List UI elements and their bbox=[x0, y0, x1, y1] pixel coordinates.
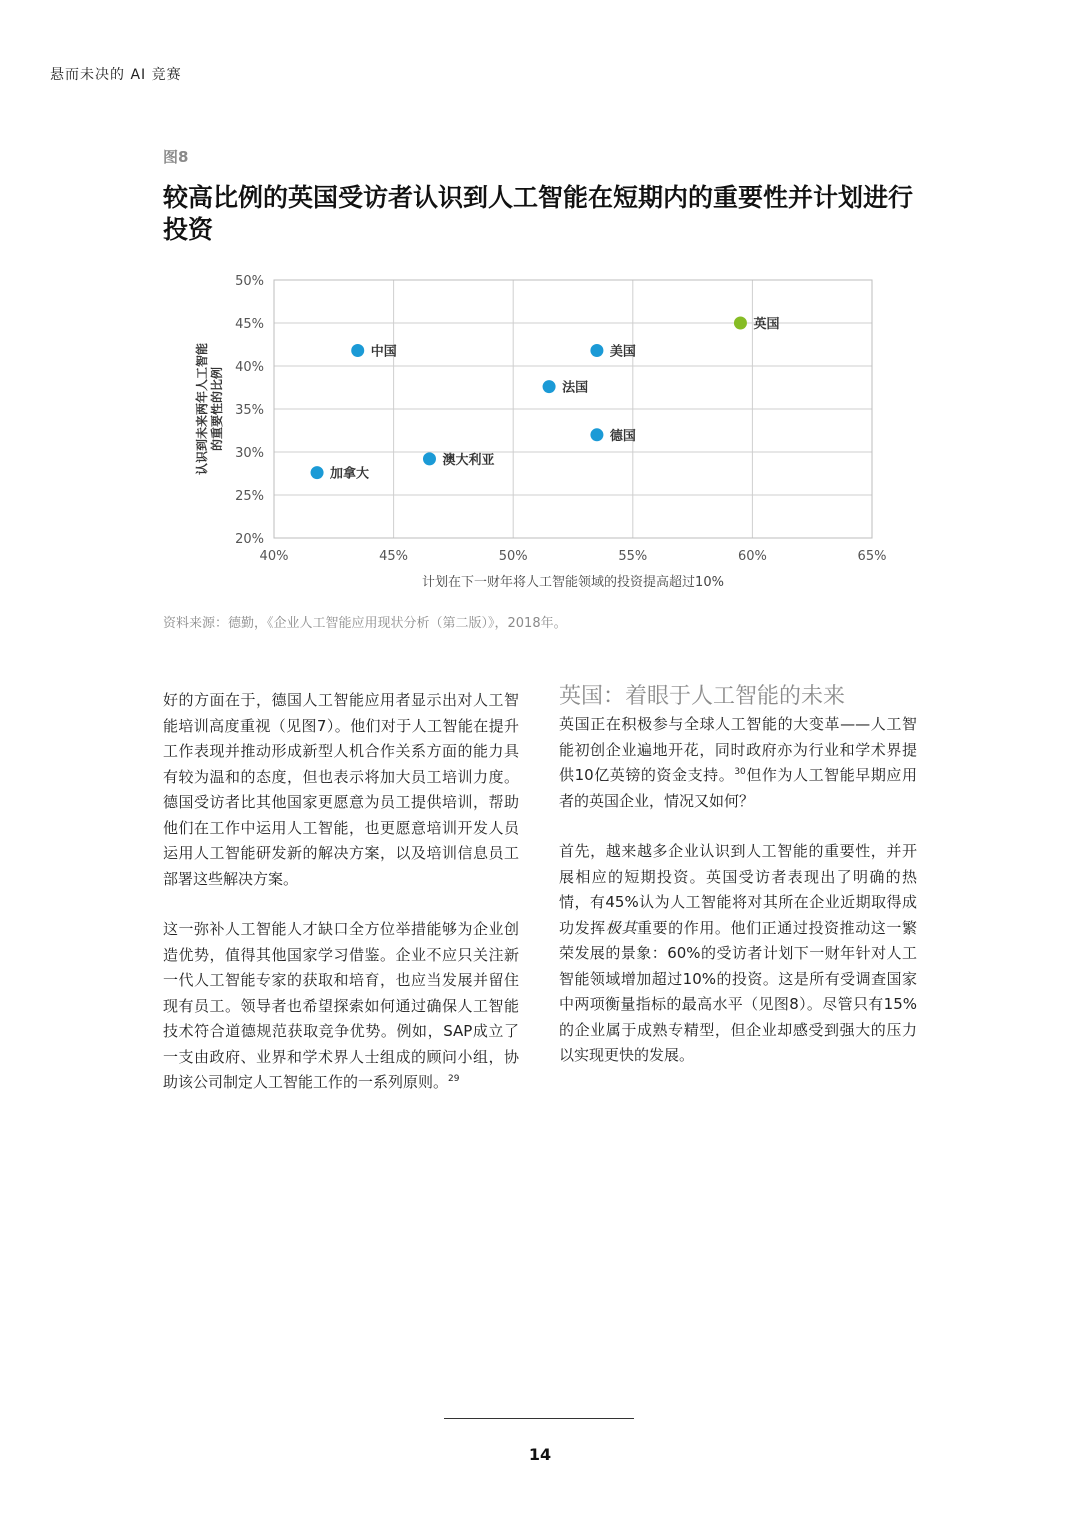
body-paragraph bbox=[559, 839, 917, 1069]
body-paragraph: 好的方面在于，德国人工智能应用者显示出对人工智能培训高度重视（见图7）。他们对于人工智能在提升工作表现并推动形成新型人机合作关系方面的能力具有较为温和的态度，但也表示将加大员工培训力度。德国受访者比其他国家更愿意为员工提供培训，帮助他们在工作中运用人工智能，也更愿意培训开发人员运用人工智能研发新的解决方案，以及培训信息员工部署这些解决方案。 bbox=[163, 691, 519, 888]
figure-label: 图8 bbox=[163, 148, 189, 166]
data-point bbox=[543, 380, 556, 393]
paragraph-text: 首先，越来越多企业认识到人工智能的重要性，并开展相应的短期投资。英国受访者表现出了明确的热情，有45%认为人工智能将对其所在企业近期取得成功发挥 bbox=[559, 842, 917, 937]
paragraph-text: 重要的作用。他们正通过投资推动这一繁荣发展的景象：60%的受访者计划下一财年针对人工智能领域增加超过10%的投资。这是所有受调查国家中两项衡量指标的最高水平（见图8）。尽管只有15%的企业属于成熟专精型，但企业却感受到强大的压力以实现更快的发展。 bbox=[559, 918, 917, 1064]
right-column bbox=[559, 712, 917, 1094]
figure-title: 较高比例的英国受访者认识到人工智能在短期内的重要性并计划进行投资 bbox=[163, 183, 914, 244]
paragraph-text: 但作为人工智能早期应用者的英国企业，情况又如何？ bbox=[559, 766, 917, 810]
data-point-label: 澳大利亚 bbox=[442, 452, 495, 468]
chart-svg bbox=[190, 268, 890, 598]
x-tick-label: 40% bbox=[259, 549, 289, 564]
data-point-label: 中国 bbox=[370, 344, 397, 360]
body-paragraph bbox=[163, 917, 519, 1096]
y-tick-label: 30% bbox=[235, 446, 264, 461]
footnote-ref: 30 bbox=[734, 767, 746, 777]
scatter-chart bbox=[190, 268, 890, 598]
data-point bbox=[311, 466, 324, 479]
body-paragraph bbox=[559, 712, 917, 814]
y-tick-label: 45% bbox=[235, 317, 264, 332]
footnote-ref: 29 bbox=[448, 1074, 460, 1084]
y-tick-label: 20% bbox=[235, 532, 264, 547]
footer-rule bbox=[444, 1418, 634, 1419]
figure-source: 资料来源：德勤，《企业人工智能应用现状分析（第二版）》，2018年。 bbox=[163, 616, 567, 631]
paragraph-text: 这一弥补人工智能人才缺口全方位举措能够为企业创造优势，值得其他国家学习借鉴。企业不应只关注新一代人工智能专家的获取和培育，也应当发展并留住现有员工。领导者也希望探索如何通过确保人工智能技术符合道德规范获取竞争优势。例如，SAP成立了一支由政府、业界和学术界人士组成的顾问小组，协助该公司制定人工智能工作的一系列原则。 bbox=[163, 920, 519, 1091]
left-column bbox=[163, 688, 519, 1121]
x-tick-label: 50% bbox=[498, 549, 528, 564]
data-point-label: 英国 bbox=[753, 317, 780, 332]
data-point bbox=[423, 452, 436, 465]
x-tick-label: 60% bbox=[737, 549, 767, 564]
y-tick-label: 50% bbox=[235, 274, 264, 289]
y-tick-label: 35% bbox=[235, 403, 264, 418]
data-point-label: 美国 bbox=[609, 344, 636, 360]
paragraph-text: 英国正在积极参与全球人工智能的大变革——人工智能初创企业遍地开花，同时政府亦为行业和学术界提供10亿英镑的资金支持。 bbox=[559, 715, 917, 784]
page-number: 14 bbox=[528, 1445, 552, 1464]
y-axis-label-line1: 认识到未来两年人工智能 bbox=[195, 342, 209, 476]
data-point-label: 德国 bbox=[609, 428, 636, 444]
data-point-label: 加拿大 bbox=[330, 466, 370, 482]
y-tick-label: 40% bbox=[235, 360, 264, 375]
data-point bbox=[351, 344, 364, 357]
running-header: 悬而未决的 AI 竞赛 bbox=[50, 67, 182, 83]
data-point bbox=[590, 428, 603, 441]
data-point bbox=[590, 344, 603, 357]
x-axis-label: 计划在下一财年将人工智能领域的投资提高超过10% bbox=[422, 575, 724, 590]
y-tick-label: 25% bbox=[235, 489, 264, 504]
section-heading: 英国：着眼于人工智能的未来 bbox=[559, 684, 846, 709]
x-tick-label: 45% bbox=[379, 549, 409, 564]
data-point bbox=[734, 317, 747, 330]
data-point-label: 法国 bbox=[562, 380, 589, 396]
y-axis-label-line2: 的重要性的比例 bbox=[210, 366, 224, 452]
x-tick-label: 55% bbox=[618, 549, 648, 564]
emphasis-text: 极其 bbox=[605, 918, 637, 937]
x-tick-label: 65% bbox=[857, 549, 887, 564]
